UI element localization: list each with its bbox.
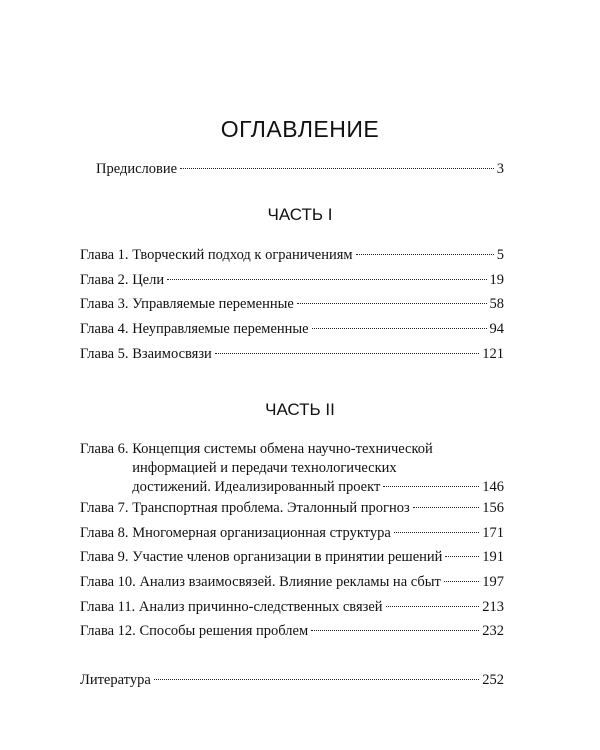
dot-leader (386, 606, 480, 607)
toc-entry-chapter-9[interactable] (80, 548, 504, 567)
dot-leader (383, 486, 479, 487)
toc-entry-chapter-2[interactable] (80, 271, 504, 290)
toc-entry-chapter-1[interactable] (80, 246, 504, 265)
dot-leader (167, 279, 486, 280)
page-number: 156 (482, 500, 504, 516)
dot-leader (180, 168, 494, 169)
toc-entry-chapter-7[interactable] (80, 499, 504, 518)
dot-leader (413, 507, 480, 508)
dot-leader (444, 581, 479, 582)
dot-leader (356, 254, 494, 255)
toc-entry-chapter-3[interactable] (80, 295, 504, 314)
page-number: 146 (482, 479, 504, 495)
page-number: 171 (482, 525, 504, 541)
part-1-heading: ЧАСТЬ I (267, 205, 333, 224)
page-number: 197 (482, 574, 504, 590)
page-number: 94 (489, 321, 504, 337)
chapter-label: Глава 7. (80, 500, 129, 516)
dot-leader (445, 556, 479, 557)
dot-leader (154, 679, 479, 680)
entry-title: Транспортная проблема. Эталонный прогноз (132, 500, 410, 516)
entry-title: Анализ причинно-следственных связей (138, 599, 383, 615)
entry-title: Многомерная организационная структура (132, 525, 391, 541)
page-number: 191 (482, 549, 504, 565)
page-title: ОГЛАВЛЕНИЕ (220, 116, 380, 142)
entry-title: Литература (80, 672, 151, 688)
page-number: 5 (496, 247, 504, 263)
toc-entry-chapter-10[interactable] (80, 573, 504, 592)
dot-leader (394, 532, 479, 533)
entry-title: Цели (132, 272, 165, 288)
chapter-label: Глава 9. (80, 549, 129, 565)
page-number: 3 (496, 161, 504, 177)
dot-leader (312, 328, 487, 329)
part-2-heading: ЧАСТЬ II (265, 400, 335, 419)
chapter-label: Глава 6. (80, 441, 129, 457)
chapter-label: Глава 12. (80, 623, 136, 639)
toc-entry-chapter-5[interactable] (80, 345, 504, 364)
entry-title-line: достижений. Идеализированный проект (132, 479, 381, 495)
toc-entry-chapter-8[interactable] (80, 524, 504, 543)
chapter-label: Глава 10. (80, 574, 136, 590)
toc-entry-chapter-6[interactable] (80, 440, 504, 497)
entry-title: Неуправляемые переменные (132, 321, 309, 337)
page-number: 252 (482, 672, 504, 688)
entry-title: Взаимосвязи (132, 346, 212, 362)
dot-leader (311, 630, 479, 631)
entry-title: Предисловие (96, 161, 178, 177)
chapter-label: Глава 8. (80, 525, 129, 541)
toc-entry-chapter-12[interactable] (80, 622, 504, 641)
entry-title-line: Концепция системы обмена научно-технической (132, 441, 433, 457)
toc-entry-chapter-11[interactable] (80, 598, 504, 617)
dot-leader (297, 303, 487, 304)
page-number: 213 (482, 599, 504, 615)
entry-title: Творческий подход к ограничениям (132, 247, 353, 263)
toc-entry-literature[interactable] (80, 671, 504, 690)
page-number: 58 (489, 296, 504, 312)
toc-entry-chapter-4[interactable] (80, 320, 504, 339)
chapter-label: Глава 3. (80, 296, 129, 312)
page-number: 19 (489, 272, 504, 288)
page-number: 121 (482, 346, 504, 362)
dot-leader (215, 353, 479, 354)
toc-entry-preface[interactable] (96, 160, 504, 179)
chapter-label: Глава 11. (80, 599, 136, 615)
page-number: 232 (482, 623, 504, 639)
entry-title: Способы решения проблем (139, 623, 309, 639)
entry-title: Управляемые переменные (132, 296, 294, 312)
chapter-label: Глава 2. (80, 272, 129, 288)
chapter-label: Глава 5. (80, 346, 129, 362)
entry-title-line: информацией и передачи технологических (132, 460, 397, 476)
chapter-label: Глава 4. (80, 321, 129, 337)
chapter-label: Глава 1. (80, 247, 129, 263)
entry-title: Участие членов организации в принятии решений (132, 549, 443, 565)
entry-title: Анализ взаимосвязей. Влияние рекламы на сбыт (139, 574, 441, 590)
